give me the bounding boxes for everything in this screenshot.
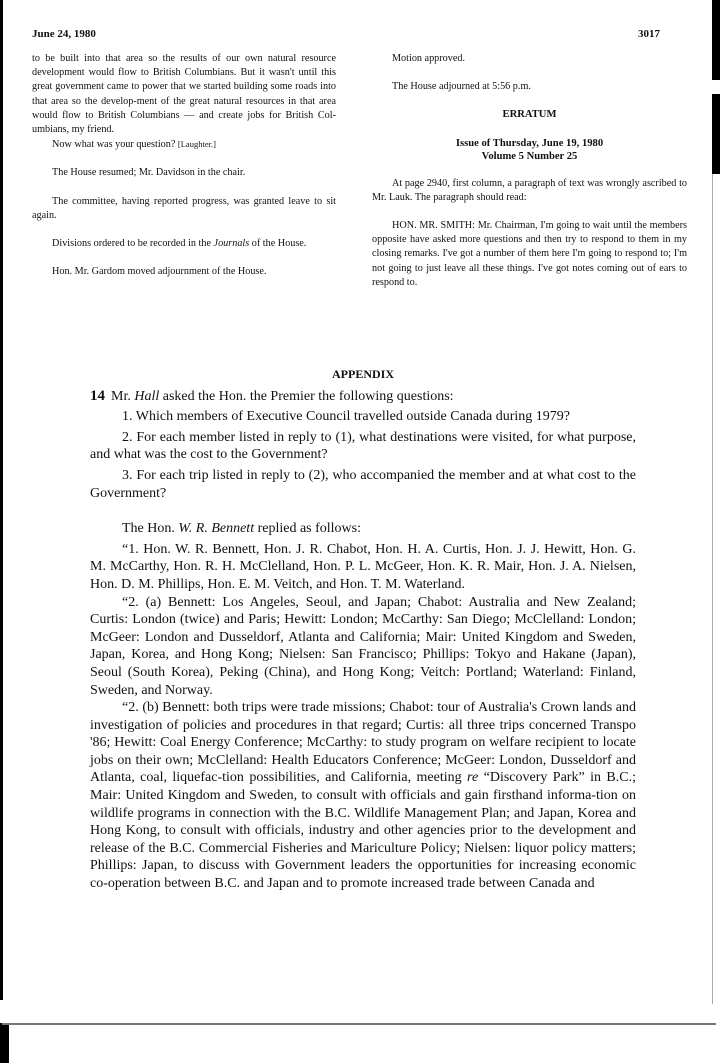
- paragraph: Hon. Mr. Gardom moved adjournment of the House.: [52, 266, 267, 278]
- erratum-issue-line-1: Issue of Thursday, June 19, 1980: [455, 137, 604, 149]
- scan-edge-right-line: [712, 174, 713, 1004]
- question-2: 2. For each member listed in reply to (1), what destinations were visited, for what purpose, and what was the cost to the Government?: [90, 429, 636, 463]
- scan-edge-right-middle: [712, 94, 720, 174]
- erratum-issue-line-2: Volume 5 Number 25: [481, 150, 578, 162]
- paragraph: The House resumed; Mr. Davidson in the chair.: [52, 167, 246, 179]
- page-number: 3017: [638, 28, 660, 40]
- laughter-note: [Laughter.]: [177, 139, 216, 150]
- question-1: 1. Which members of Executive Council travelled outside Canada during 1979?: [122, 409, 571, 425]
- answer-1: “1. Hon. W. R. Bennett, Hon. J. R. Chabot, Hon. H. A. Curtis, Hon. J. J. Hewitt, Hon. G. M. McCarthy, Hon. R. H. McClelland, Hon. P. L. McGeer, Hon. K. R. Mair, Hon. J. A. Nielsen, Hon. D. M. Phillips, Hon. E. M. Veitch, and Hon. T. M. Waterland.: [90, 541, 636, 592]
- left-column: [32, 52, 336, 279]
- reply-intro: The Hon. W. R. Bennett replied as follows:: [122, 521, 361, 537]
- paragraph: At page 2940, first column, a paragraph of text was wrongly ascribed to Mr. Lauk. The paragraph should read:: [372, 177, 687, 203]
- appendix-section: [90, 366, 636, 893]
- question-intro: 14 Mr. Hall asked the Hon. the Premier the following questions:: [90, 387, 454, 404]
- scan-edge-left-bottom: [0, 1023, 9, 1063]
- scan-edge-bottom: [2, 1023, 716, 1025]
- paragraph: Divisions ordered to be recorded in the Journals of the House.: [52, 238, 307, 250]
- answer-2a: “2. (a) Bennett: Los Angeles, Seoul, and Japan; Chabot: Australia and New Zealand; Curtis: London (twice) and Paris; Hewitt: London; McCarthy: San Diego; McClelland: London; McGeer: London and Dusseldorf, Atlanta and California; Mair: United Kingdom and Sweden, Japan, Korea, and Hong Kong; Nielsen: San Francisco; Phillips: Tokyo and Hakane (Japan), Seoul (South Korea), Peking (China), and Hong Kong; Veitch: Portland; Waterland: Finland, Sweden, and Norway.: [90, 594, 636, 698]
- question-number: 14: [90, 387, 105, 404]
- paragraph: Now what was your question? [Laughter.]: [52, 139, 216, 151]
- question-3: 3. For each trip listed in reply to (2), who accompanied the member and at what cost to the Government?: [90, 467, 636, 501]
- erratum-title: ERRATUM: [502, 109, 557, 121]
- paragraph: Motion approved.: [392, 53, 465, 64]
- right-column: [372, 52, 687, 290]
- page-date: June 24, 1980: [32, 28, 96, 40]
- answer-2b: “2. (b) Bennett: both trips were trade missions; Chabot: tour of Australia's Crown lands and investigation of policies and procedures in that regard; Curtis: all three trips concerned Transpo '86; Hewitt: Coal Energy Conference; McCarthy: to study program on welfare recipient to locate jobs on their own; McClelland: Health Educators Conference; McGeer: London, Dusseldorf and Atlanta, coal, liquefac-tion possibilities, and California, meeting re “Discovery Park” in B.C.; Mair: United Kingdom and Sweden, to consult with officials and gain firsthand informa-tion on wildlife programs in connection with the B.C. Wildlife Management Plan; and Japan, Korea and Hong Kong, to consult with officials, industry and other agencies prior to the development and release of the B.C. Commercial Fisheries and Mariculture Policy; Nielsen: liquor policy matters; Phillips: Japan, to discuss with Government leaders the opportunities for increasing economic co-operation between B.C. and Japan and to promote increased trade between Canada and: [90, 700, 636, 892]
- paragraph: to be built into that area so the results of our own natural resource development would flow to British Columbians. But it wasn't until this great government came to power that we started building some roads into that area so the develop-ment of the great natural resources in that area would flow to British Columbians — and create jobs for British Col-umbians, my friend.: [32, 53, 336, 136]
- paragraph: The committee, having reported progress, was granted leave to sit again.: [32, 195, 336, 221]
- scan-edge-right-top: [712, 0, 720, 80]
- scan-edge-left: [0, 0, 3, 1000]
- paragraph: The House adjourned at 5:56 p.m.: [392, 81, 531, 93]
- paragraph: HON. MR. SMITH: Mr. Chairman, I'm going to wait until the members opposite have asked more questions and then try to respond to them in my closing remarks. I've got a number of them here I'm going to respond to; I'm not going to just leave all these things. I've got notes coming out of ears to respond to.: [372, 220, 687, 288]
- appendix-title: APPENDIX: [332, 367, 394, 381]
